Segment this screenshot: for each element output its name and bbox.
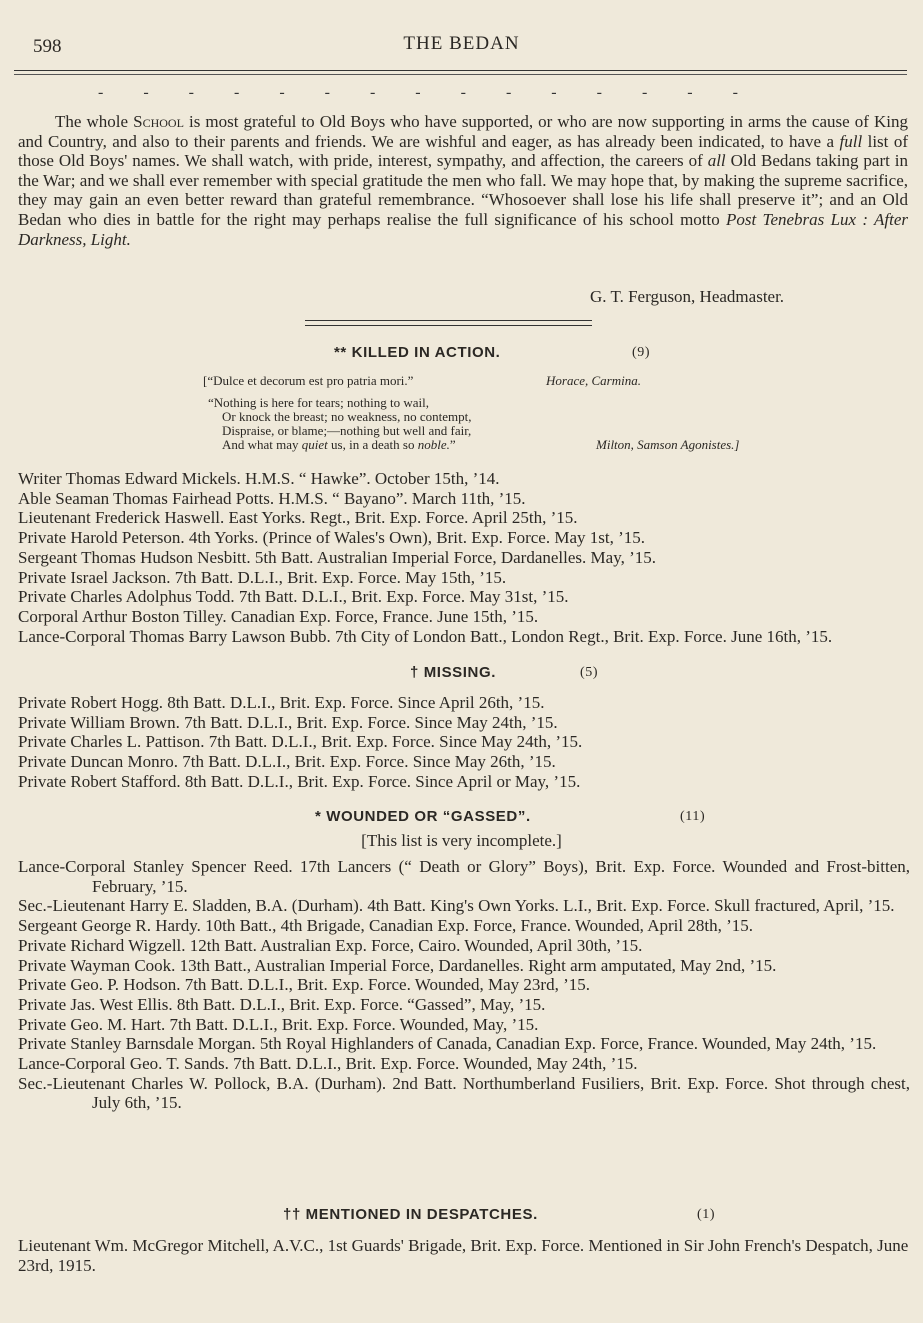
list-item: Private Robert Stafford. 8th Batt. D.L.I., Brit. Exp. Force. Since April or May, ’15. bbox=[18, 771, 581, 791]
horace-quote: [“Dulce et decorum est pro patria mori.” Horace, Carmina. bbox=[203, 373, 641, 388]
header-rule bbox=[14, 70, 907, 71]
list-item: Private Duncan Monro. 7th Batt. D.L.I., Brit. Exp. Force. Since May 26th, ’15. bbox=[18, 752, 556, 772]
list-item: Able Seaman Thomas Fairhead Potts. H.M.S. “ Bayano”. March 11th, ’15. bbox=[18, 488, 526, 508]
list-item: Private Geo. M. Hart. 7th Batt. D.L.I., Brit. Exp. Force. Wounded, May, ’15. bbox=[18, 1014, 539, 1034]
missing-list bbox=[18, 693, 910, 792]
list-item: Corporal Arthur Boston Tilley. Canadian Exp. Force, France. June 15th, ’15. bbox=[18, 606, 539, 626]
section-rule bbox=[305, 320, 592, 321]
despatches-list bbox=[18, 1236, 910, 1275]
wounded-list bbox=[18, 857, 910, 1113]
list-item: Private Charles L. Pattison. 7th Batt. D.L.I., Brit. Exp. Force. Since May 24th, ’15. bbox=[18, 732, 583, 752]
list-item: Private Harold Peterson. 4th Yorks. (Prince of Wales's Own), Brit. Exp. Force. May 1st, ’15. bbox=[18, 528, 645, 548]
list-item: Sergeant George R. Hardy. 10th Batt., 4th Brigade, Canadian Exp. Force, France. Wounded, April 28th, ’15. bbox=[18, 916, 753, 936]
list-item: Lance-Corporal Geo. T. Sands. 7th Batt. D.L.I., Brit. Exp. Force. Wounded, May 24th, ’15. bbox=[18, 1054, 638, 1074]
list-item: Private William Brown. 7th Batt. D.L.I., Brit. Exp. Force. Since May 24th, ’15. bbox=[18, 712, 558, 732]
milton-quote: “Nothing is here for tears; nothing to wail, Or knock the breast; no weakness, no contempt, Dispraise, or blame;—nothing but well and fair, And what may quiet us, in a death so noble.” Milton, Samson Agonistes.] bbox=[208, 395, 740, 452]
list-item: Private Charles Adolphus Todd. 7th Batt. D.L.I., Brit. Exp. Force. May 31st, ’15. bbox=[18, 587, 569, 607]
list-item: Private Robert Hogg. 8th Batt. D.L.I., Brit. Exp. Force. Since April 26th, ’15. bbox=[18, 693, 545, 712]
header-rule-thin bbox=[14, 74, 907, 75]
list-item: Private Wayman Cook. 13th Batt., Australian Imperial Force, Dardanelles. Right arm amputated, May 2nd, ’15. bbox=[18, 955, 777, 975]
page-number: 598 bbox=[33, 36, 62, 57]
list-item: Lieutenant Wm. McGregor Mitchell, A.V.C., 1st Guards' Brigade, Brit. Exp. Force. Mentioned in Sir John French's Despatch, June 23rd, 1915. bbox=[18, 1236, 909, 1275]
list-item: Private Stanley Barnsdale Morgan. 5th Royal Highlanders of Canada, Canadian Exp. Force, France. Wounded, May 24th, ’15. bbox=[18, 1034, 877, 1054]
wounded-note: [This list is very incomplete.] bbox=[361, 831, 562, 850]
list-item: Lance-Corporal Thomas Barry Lawson Bubb. 7th City of London Batt., London Regt., Brit. Exp. Force. June 16th, ’15. bbox=[18, 626, 833, 646]
list-item: Private Geo. P. Hodson. 7th Batt. D.L.I., Brit. Exp. Force. Wounded, May 23rd, ’15. bbox=[18, 975, 591, 995]
list-item: Sergeant Thomas Hudson Nesbitt. 5th Batt. Australian Imperial Force, Dardanelles. May, ’15. bbox=[18, 547, 656, 567]
list-item: Private Israel Jackson. 7th Batt. D.L.I., Brit. Exp. Force. May 15th, ’15. bbox=[18, 567, 507, 587]
list-item: Private Jas. West Ellis. 8th Batt. D.L.I., Brit. Exp. Force. “Gassed”, May, ’15. bbox=[18, 994, 546, 1014]
section-rule-2 bbox=[305, 325, 592, 326]
list-item: Lance-Corporal Stanley Spencer Reed. 17th Lancers (“ Death or Glory” Boys), Brit. Exp. Force. Wounded and Frost-bitten, February, ’15. bbox=[18, 857, 910, 896]
list-item: Sec.-Lieutenant Charles W. Pollock, B.A. (Durham). 2nd Batt. Northumberland Fusiliers, Brit. Exp. Force. Shot through chest, July 6th, ’15. bbox=[18, 1073, 910, 1113]
list-item: Writer Thomas Edward Mickels. H.M.S. “ Hawke”. October 15th, ’14. bbox=[18, 469, 500, 488]
headmaster-signature: G. T. Ferguson, Headmaster. bbox=[590, 287, 785, 306]
list-item: Sec.-Lieutenant Harry E. Sladden, B.A. (Durham). 4th Batt. King's Own Yorks. L.I., Brit. Exp. Force. Skull fractured, April, ’15. bbox=[18, 896, 895, 916]
dash-separator: - - - - - - - - - - - - - - - bbox=[98, 84, 738, 101]
intro-paragraph: The whole School is most grateful to Old Boys who have supported, or who are now supporting in arms the cause of King and Country, and also to their parents and friends. We are wishful and eager, as has already been indicated, to have a full list of those Old Boys' names. We shall watch, with pride, interest, sympathy, and affection, the careers of all Old Bedans taking part in the War; and we shall ever remember with special gratitude the men who fall. We may hope that, by making the supreme sacrifice, they may gain an even better reward than grateful remembrance. “Whosoever shall lose his life shall preserve it”; and an Old Bedan who dies in battle for the right may perhaps realise the full significance of his school motto Post Tenebras Lux : After Darkness, Light. bbox=[18, 112, 909, 249]
running-title: THE BEDAN bbox=[403, 33, 520, 54]
list-item: Private Richard Wigzell. 12th Batt. Australian Exp. Force, Cairo. Wounded, April 30th, ’15. bbox=[18, 935, 643, 955]
list-item: Lieutenant Frederick Haswell. East Yorks. Regt., Brit. Exp. Force. April 25th, ’15. bbox=[18, 508, 578, 528]
killed-list bbox=[18, 469, 910, 646]
